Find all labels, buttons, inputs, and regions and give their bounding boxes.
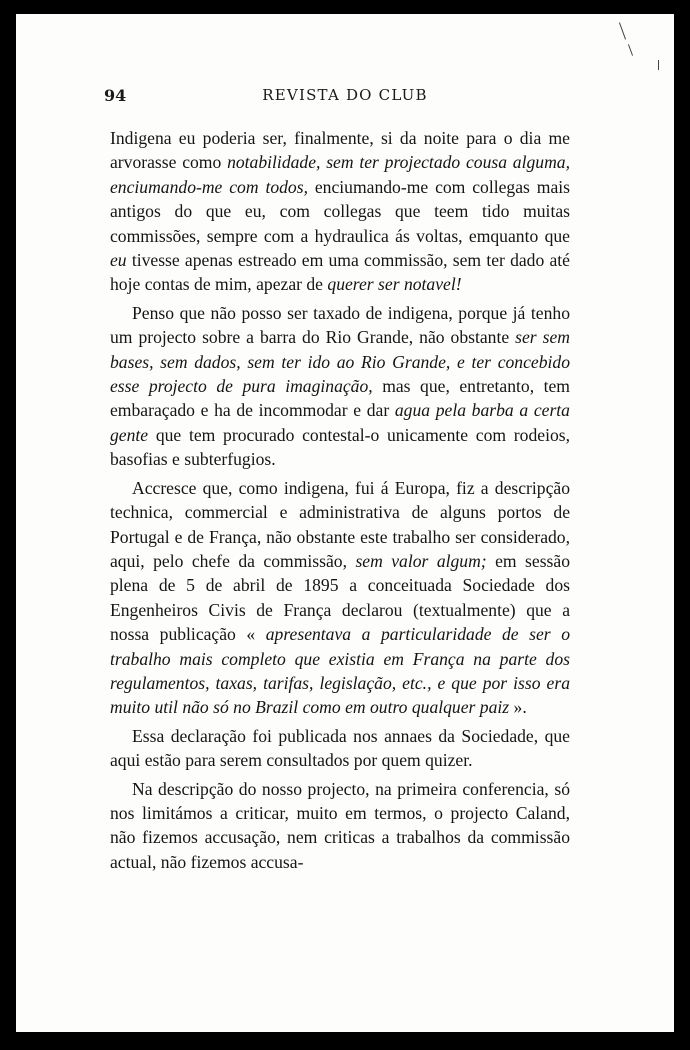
book-page bbox=[16, 14, 674, 1032]
text-run: mas que, entretanto, tem embaraçado e ha de incommodar e dar bbox=[110, 376, 570, 421]
italic-run: ser sem bases, sem dados, sem ter ido ao Rio Grande, e ter concebido esse projecto de pura imaginação, bbox=[110, 327, 570, 397]
scan-speck bbox=[619, 22, 626, 39]
text-run: Accresce que, como indigena, fui á Europa, fiz a descripção technica, commercial e administrativa de alguns portos de Portugal e de França, não obstante este trabalho ser considerado, aqui, pelo chefe da commissão, bbox=[110, 477, 570, 571]
text-run: ». bbox=[509, 697, 527, 718]
italic-run: querer ser notavel! bbox=[327, 274, 462, 295]
text-run: Na descripção do nosso projecto, na primeira conferencia, só nos limitámos a criticar, muito em termos, o projecto Caland, não fizemos accusação, nem criticas a trabalhos da commissão actual, não fizemos accusa- bbox=[110, 778, 570, 872]
text-run: em sessão plena de 5 de abril de 1895 a conceituada Sociedade dos Engenheiros Civis de França declarou (textualmente) que a nossa publicação « bbox=[110, 550, 571, 645]
text-run: tivesse apenas estreado em uma commissão, sem ter dado até hoje contas de mim, apezar de bbox=[110, 250, 570, 295]
journal-title: REVISTA DO CLUB bbox=[262, 86, 428, 104]
paragraph bbox=[110, 476, 570, 720]
paragraph bbox=[110, 301, 570, 472]
italic-run: apresentava a particularidade de ser o trabalho mais completo que existia em França na parte dos regulamentos, taxas, tarifas, legislação, etc., e que por isso era muito util não só no Brazil como em outro qualquer paiz bbox=[110, 624, 570, 718]
paragraph bbox=[110, 724, 570, 773]
paragraph bbox=[110, 777, 570, 875]
italic-run: sem valor algum; bbox=[355, 550, 487, 571]
text-run: Essa declaração foi publicada nos annaes da Sociedade, que aqui estão para serem consultados por quem quizer. bbox=[110, 725, 570, 771]
italic-run: notabilidade, sem ter projectado cousa alguma, enciumando-me com todos, bbox=[110, 152, 570, 197]
body-text bbox=[110, 126, 570, 874]
text-run: enciumando-me com collegas mais antigos do que eu, com collegas que teem tido muitas commissões, sempre com a hydraulica ás voltas, emquanto que bbox=[110, 176, 570, 246]
italic-run: agua pela barba a certa gente bbox=[110, 400, 570, 445]
page-number: 94 bbox=[104, 86, 127, 105]
paragraph bbox=[110, 126, 570, 297]
text-run: que tem procurado contestal-o unicamente com rodeios, basofias e subterfugios. bbox=[110, 424, 570, 470]
text-run: Indigena eu poderia ser, finalmente, si da noite para o dia me arvorasse como bbox=[110, 128, 570, 173]
text-run: Penso que não posso ser taxado de indigena, porque já tenho um projecto sobre a barra do Rio Grande, não obstante bbox=[110, 302, 570, 348]
scan-speck bbox=[658, 60, 659, 70]
italic-run: eu bbox=[110, 250, 127, 271]
running-head bbox=[16, 86, 674, 110]
scan-speck bbox=[628, 44, 633, 56]
